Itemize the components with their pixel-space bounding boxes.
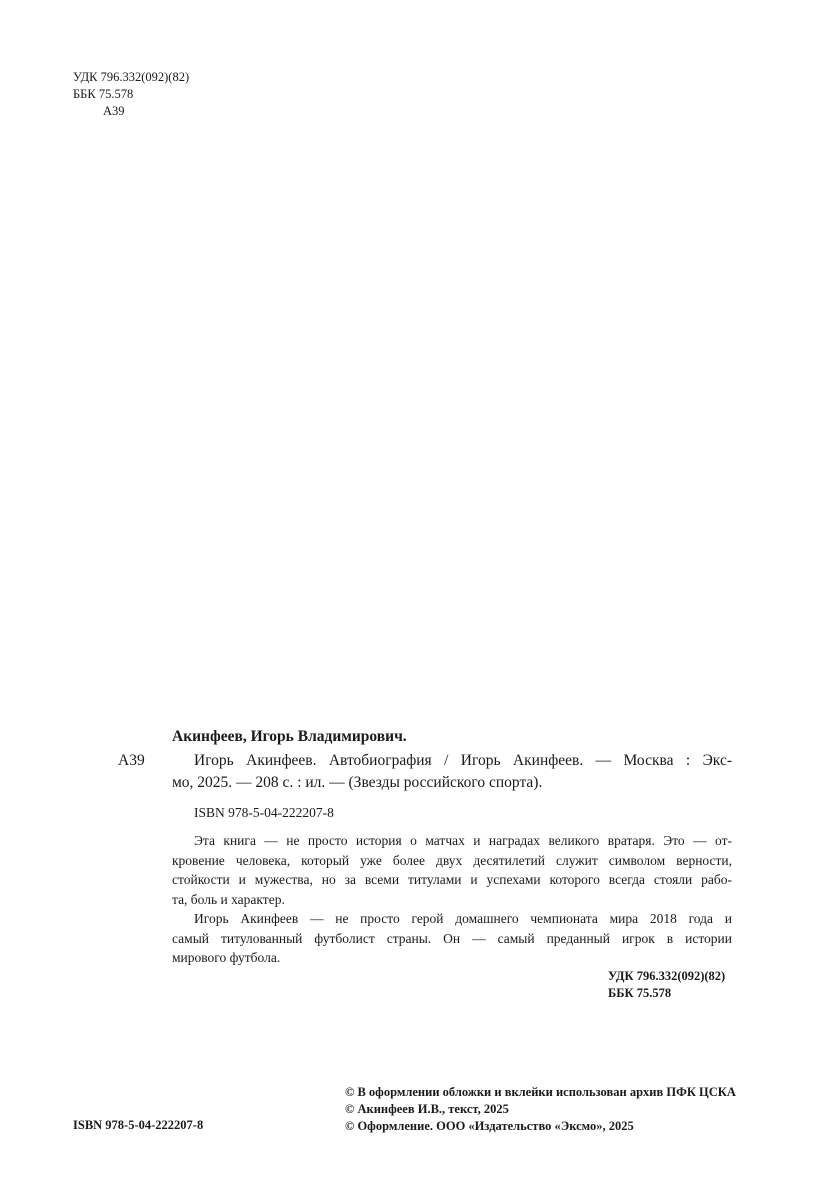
copyright-block	[345, 1084, 736, 1135]
annotation-p2-line-3: мирового футбола.	[172, 950, 281, 965]
annotation-p2-line-2: самый титулованный футболист страны. Он — самый преданный игрок в истории	[172, 930, 732, 946]
top-udk-code: УДК 796.332(092)(82)	[73, 70, 190, 84]
annotation	[172, 831, 732, 968]
record-isbn: ISBN 978-5-04-222207-8	[194, 805, 334, 820]
copyright-line-3: © Оформление. ООО «Издательство «Эксмо», 2025	[345, 1119, 634, 1133]
copyright-line-1: © В оформлении обложки и вклейки использован архив ПФК ЦСКА	[345, 1085, 736, 1099]
classification-codes	[608, 968, 725, 1002]
annotation-p1-line-4: та, боль и характер.	[172, 891, 285, 907]
annotation-p2-line-1: Игорь Акинфеев — не просто герой домашнего чемпионата мира 2018 года и	[194, 911, 732, 926]
description-line-2: мо, 2025. — 208 с. : ил. — (Звезды российского спорта).	[172, 773, 543, 791]
footer-isbn: ISBN 978-5-04-222207-8	[73, 1118, 204, 1132]
top-author-mark: А39	[103, 104, 125, 118]
record-author-mark: А39	[118, 752, 145, 769]
description-line-1: Игорь Акинфеев. Автобиография / Игорь Акинфеев. — Москва : Экс-	[194, 752, 732, 769]
copyright-line-2: © Акинфеев И.В., текст, 2025	[345, 1102, 509, 1116]
bibliographic-description	[172, 750, 732, 793]
classification-bbk: ББК 75.578	[608, 986, 672, 1000]
author-heading: Акинфеев, Игорь Владимирович.	[172, 728, 407, 745]
top-codes	[73, 69, 189, 120]
top-bbk-code: ББК 75.578	[73, 87, 134, 101]
annotation-p1-line-3: стойкости и мужества, но за всеми титулами и успехами которого всегда стояли рабо-	[172, 872, 732, 887]
annotation-p1-line-2: кровение человека, который уже более двух десятилетий служит символом верности,	[172, 852, 732, 868]
classification-udk: УДК 796.332(092)(82)	[608, 969, 726, 983]
annotation-p1-line-1: Эта книга — не просто история о матчах и наградах великого вратаря. Это — от-	[194, 833, 732, 848]
